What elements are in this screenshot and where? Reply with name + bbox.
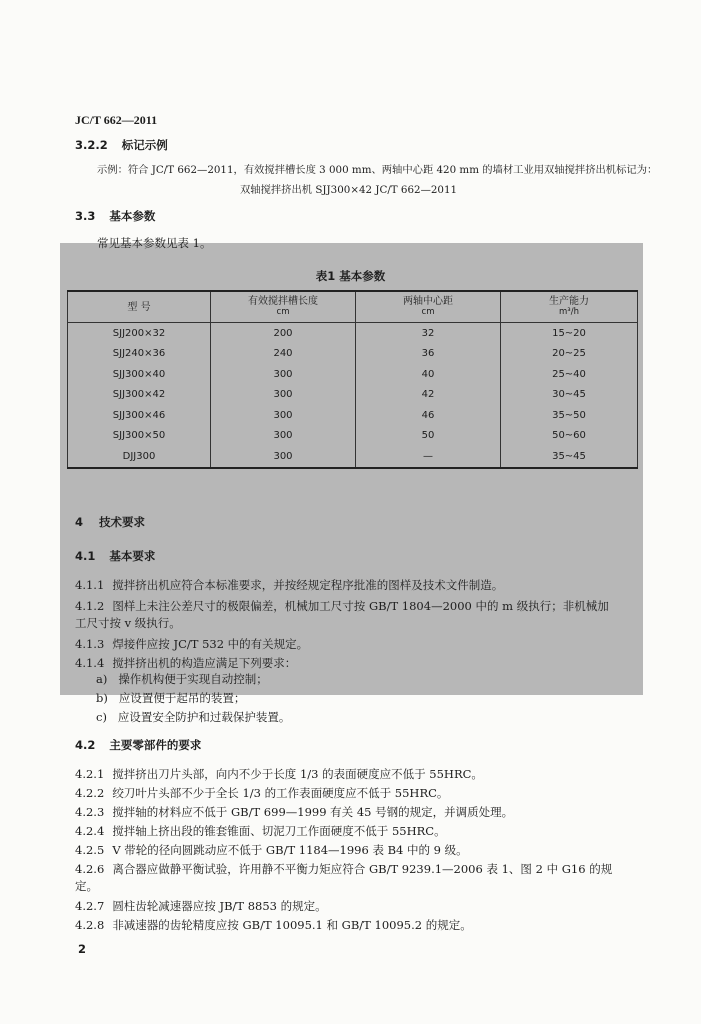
table-row	[68, 405, 638, 426]
clause-4-2-3: 4.2.3 搅拌轴的材料应不低于 GB/T 699—1999 有关 45 号钢的规定，并调质处理。	[75, 805, 514, 819]
clause-4-2-6: 4.2.6 离合器应做静平衡试验，许用静不平衡力矩应符合 GB/T 9239.1—2006 表 1、图 2 中 G16 的规	[75, 862, 613, 876]
page-number: 2	[78, 942, 87, 956]
table-cell: DJJ300	[68, 446, 211, 468]
table-cell: 240	[211, 344, 356, 365]
table-cell: 20~25	[501, 344, 638, 365]
table-row	[68, 364, 638, 385]
section-number: 4.2	[75, 738, 96, 752]
column-header: 两轴中心距 cm	[356, 291, 501, 323]
list-item-b: b) 应设置便于起吊的装置；	[96, 691, 246, 705]
table-row	[68, 344, 638, 365]
clause-4-1-3: 4.1.3 焊接件应按 JC/T 532 中的有关规定。	[75, 637, 309, 651]
table-cell: 32	[356, 323, 501, 344]
table-cell: 36	[356, 344, 501, 365]
table-cell: 300	[211, 426, 356, 447]
section-number: 4	[75, 515, 84, 529]
clause-4-1-4: 4.1.4 搅拌挤出机的构造应满足下列要求：	[75, 656, 297, 670]
clause-4-2-5: 4.2.5 V 带轮的径向圆跳动应不低于 GB/T 1184—1996 表 B4 中的 9 级。	[75, 843, 468, 857]
clause-4-2-1: 4.2.1 搅拌挤出刀片头部，向内不少于长度 1/3 的表面硬度应不低于 55HRC。	[75, 767, 483, 781]
table-cell: 25~40	[501, 364, 638, 385]
clause-4-2-7: 4.2.7 圆柱齿轮减速器应按 JB/T 8853 的规定。	[75, 899, 327, 913]
table-cell: SJJ200×32	[68, 323, 211, 344]
list-item-c: c) 应设置安全防护和过载保护装置。	[96, 710, 291, 724]
section-number: 3.3	[75, 209, 96, 223]
example-line-1: 示例：符合 JC/T 662—2011，有效搅拌槽长度 3 000 mm、两轴中心距 420 mm 的墙材工业用双轴搅拌挤出机标记为：	[97, 164, 658, 176]
section-4-2-heading	[75, 738, 201, 753]
table-cell: 42	[356, 385, 501, 406]
clause-4-2-4: 4.2.4 搅拌轴上挤出段的锥套锥面、切泥刀工作面硬度不低于 55HRC。	[75, 824, 446, 838]
table-row	[68, 426, 638, 447]
column-header: 有效搅拌槽长度 cm	[211, 291, 356, 323]
list-item-a: a) 操作机构便于实现自动控制；	[96, 672, 268, 686]
table-cell: 35~50	[501, 405, 638, 426]
table-1-title: 表1 基本参数	[315, 269, 386, 283]
section-title: 基本要求	[109, 549, 156, 563]
table-cell: SJJ300×50	[68, 426, 211, 447]
table-row	[68, 446, 638, 468]
clause-4-1-2: 4.1.2 图样上未注公差尺寸的极限偏差，机械加工尺寸按 GB/T 1804—2000 中的 m 级执行；非机械加	[75, 599, 609, 613]
clause-4-1-2-continued: 工尺寸按 v 级执行。	[75, 616, 181, 630]
section-4-heading	[75, 515, 145, 530]
table-cell: 300	[211, 364, 356, 385]
table-cell: 300	[211, 446, 356, 468]
table-header-row	[68, 291, 638, 323]
params-intro: 常见基本参数见表 1。	[97, 236, 212, 250]
section-number: 4.1	[75, 549, 96, 563]
table-cell: SJJ300×42	[68, 385, 211, 406]
table-cell: 50~60	[501, 426, 638, 447]
section-3-3-heading	[75, 209, 155, 224]
table-cell: 50	[356, 426, 501, 447]
section-title: 主要零部件的要求	[109, 738, 202, 752]
section-4-1-heading	[75, 549, 155, 564]
table-cell: 300	[211, 385, 356, 406]
table-cell: SJJ240×36	[68, 344, 211, 365]
column-header: 型 号	[68, 291, 211, 323]
section-3-2-2-heading	[75, 138, 168, 153]
column-header: 生产能力 m³/h	[501, 291, 638, 323]
clause-4-1-1: 4.1.1 搅拌挤出机应符合本标准要求，并按经规定程序批准的图样及技术文件制造。	[75, 578, 504, 592]
table-row	[68, 323, 638, 344]
example-line-2: 双轴搅拌挤出机 SJJ300×42 JC/T 662—2011	[240, 184, 458, 196]
table-cell: 46	[356, 405, 501, 426]
table-cell: SJJ300×40	[68, 364, 211, 385]
standard-header: JC/T 662—2011	[75, 113, 158, 127]
clause-4-2-2: 4.2.2 绞刀叶片头部不少于全长 1/3 的工作表面硬度应不低于 55HRC。	[75, 786, 449, 800]
table-cell: 40	[356, 364, 501, 385]
table-cell: 30~45	[501, 385, 638, 406]
table-1	[67, 290, 638, 469]
table-row	[68, 385, 638, 406]
clause-4-2-8: 4.2.8 非减速器的齿轮精度应按 GB/T 10095.1 和 GB/T 10095.2 的规定。	[75, 918, 472, 932]
section-title: 基本参数	[109, 209, 156, 223]
table-cell: 200	[211, 323, 356, 344]
table-cell: 300	[211, 405, 356, 426]
table-cell: 35~45	[501, 446, 638, 468]
section-number: 3.2.2	[75, 138, 108, 152]
table-cell: —	[356, 446, 501, 468]
section-title: 技术要求	[99, 515, 146, 529]
table-cell: 15~20	[501, 323, 638, 344]
table-cell: SJJ300×46	[68, 405, 211, 426]
clause-4-2-6-continued: 定。	[75, 879, 98, 893]
section-title: 标记示例	[121, 138, 168, 152]
